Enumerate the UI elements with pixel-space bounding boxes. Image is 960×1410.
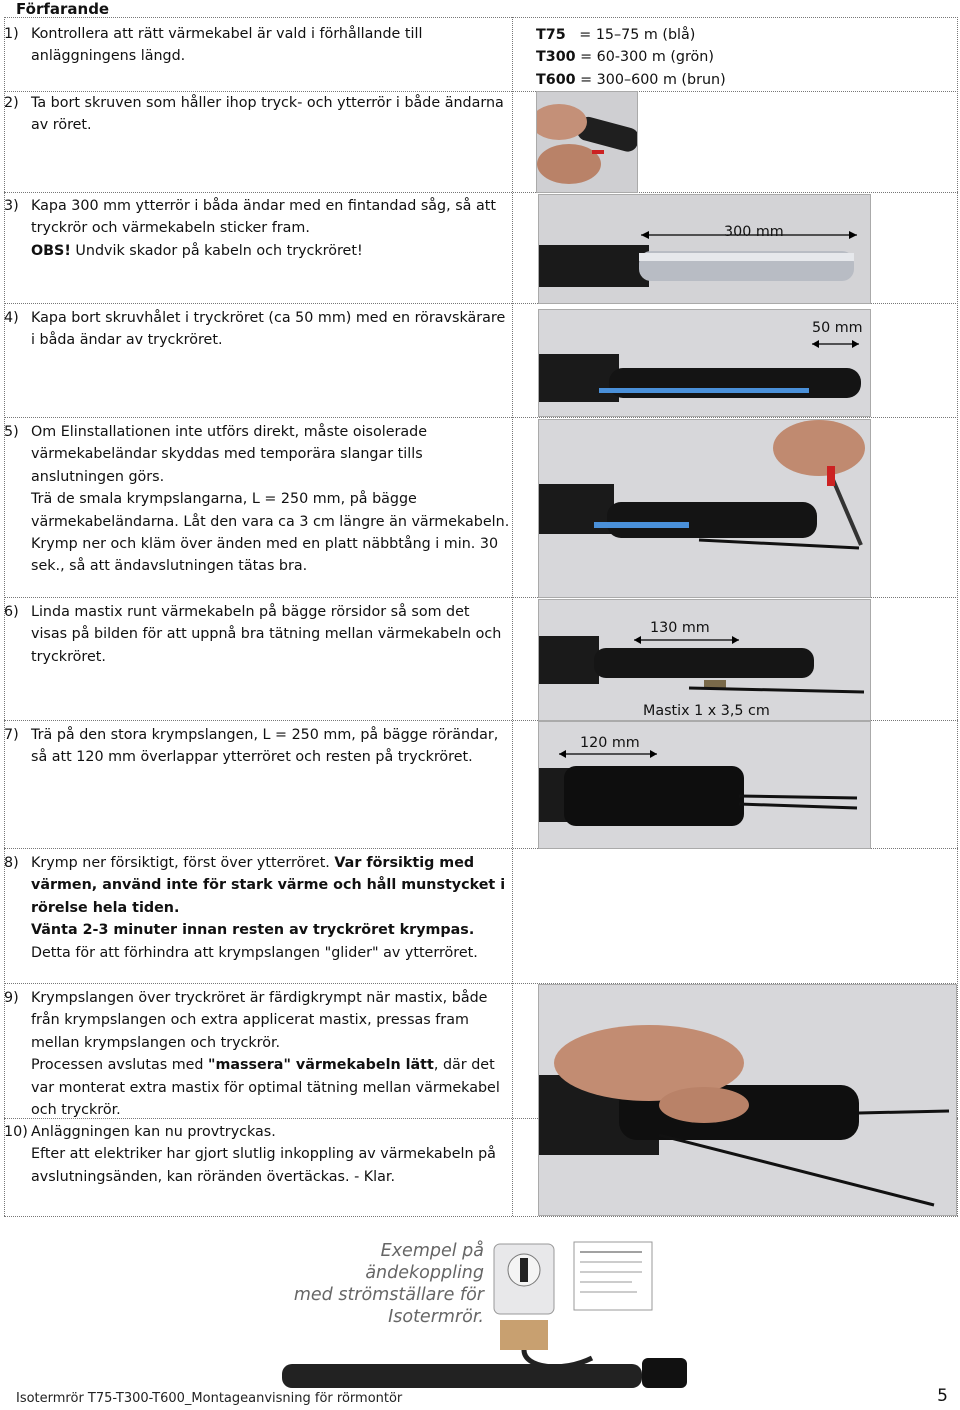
- step-warning: Vänta 2-3 minuter innan resten av tryckröret krympas.: [31, 922, 475, 939]
- step-5: [4, 421, 510, 578]
- step-3: [4, 195, 510, 262]
- row-divider: [4, 192, 958, 193]
- obs-text: Undvik skador på kabeln och tryckröret!: [70, 242, 363, 259]
- variant-list: [536, 24, 726, 91]
- annotation-130mm: 130 mm: [650, 620, 710, 636]
- variant-code: T600: [536, 71, 576, 88]
- variant-desc: = 300–600 m (brun): [580, 71, 726, 88]
- step-1: [4, 23, 510, 68]
- step-text: Trä på den stora krympslangen, L = 250 mm, på bägge rörändar, så att 120 mm överlappar ytterröret och resten på tryckröret.: [31, 727, 499, 766]
- step-text: , där det var monterat extra mastix för optimal tätning mellan värmekabel och tryckrör.: [31, 1057, 500, 1119]
- step-number: 5): [4, 424, 19, 440]
- step-text: Trä de smala krympslangarna, L = 250 mm, på bägge värmekabeländarna. Låt den vara ca 3 cm längre än värmekabeln.: [31, 491, 510, 530]
- step-number: 4): [4, 310, 19, 326]
- step-text: Krymp ner och kläm över änden med en platt näbbtång i min. 30 sek., så att ändavslutningen tätas bra.: [31, 536, 499, 575]
- variant-code: T300: [536, 49, 576, 66]
- example-caption: Exempel på ändekoppling med strömställare för Isotermrör.: [293, 1241, 484, 1327]
- obs-label: OBS!: [31, 242, 71, 259]
- step-text: Processen avslutas med: [31, 1057, 209, 1074]
- step-text: Detta för att förhindra att krympslangen "glider" av ytterröret.: [31, 944, 478, 961]
- step-number: 8): [4, 855, 19, 871]
- step-number: 9): [4, 990, 19, 1006]
- annotation-50mm: 50 mm: [812, 320, 863, 336]
- page-title: Förfarande: [16, 0, 110, 18]
- step-2: [4, 92, 510, 137]
- step-number: 2): [4, 95, 19, 111]
- photo-massage-cable: [538, 984, 957, 1216]
- step-number: 10): [4, 1124, 28, 1140]
- step-warning: Var försiktig med värmen, använd inte för stark värme och håll munstycket i rörelse hela tiden.: [31, 855, 506, 916]
- step-number: 6): [4, 604, 19, 620]
- step-text: Ta bort skruven som håller ihop tryck- och ytterrör i både ändarna av röret.: [31, 95, 504, 134]
- annotation-300mm: 300 mm: [724, 224, 784, 240]
- example-illustration: [262, 1238, 702, 1388]
- annotation-mastix: Mastix 1 x 3,5 cm: [643, 703, 770, 719]
- row-divider: [4, 417, 958, 418]
- step-text: Om Elinstallationen inte utförs direkt, måste oisolerade värmekabeländar skyddas med temporära slangar tills anslutningen görs.: [31, 424, 428, 485]
- step-text: Efter att elektriker har gjort slutlig inkoppling av värmekabeln på avslutningsänden, kan röränden övertäckas. - Klar.: [31, 1146, 496, 1185]
- step-text: Anläggningen kan nu provtryckas.: [31, 1124, 276, 1140]
- annotation-120mm: 120 mm: [580, 735, 640, 751]
- step-text: Krympslangen över tryckröret är färdigkrympt när mastix, både från krympslangen och extra applicerat mastix, pressas fram mellan krympslangen och tryckrör.: [31, 990, 488, 1051]
- step-number: 7): [4, 727, 19, 743]
- row-divider: [4, 1216, 958, 1217]
- step-8: [4, 852, 510, 964]
- step-6: [4, 601, 510, 668]
- footer-text: Isotermrör T75-T300-T600_Montageanvisning för rörmontör: [16, 1391, 403, 1406]
- step-7: [4, 724, 510, 769]
- step-number: 3): [4, 198, 19, 214]
- page-number: 5: [937, 1386, 948, 1406]
- variant-desc: = 60-300 m (grön): [580, 49, 714, 66]
- column-divider: [512, 17, 513, 1216]
- variant-desc: = 15–75 m (blå): [579, 27, 696, 43]
- photo-cut-outer-pipe: [538, 194, 871, 304]
- step-emphasis: "massera" värmekabeln lätt: [208, 1057, 434, 1074]
- step-number: 1): [4, 26, 19, 42]
- step-text: Krymp ner försiktigt, först över ytterröret.: [31, 855, 335, 871]
- step-9: [4, 987, 510, 1121]
- photo-shrink-small-sleeve: [538, 419, 871, 598]
- variant-code: T75: [536, 27, 566, 43]
- step-text: Kontrollera att rätt värmekabel är vald i förhållande till anläggningens längd.: [31, 26, 423, 65]
- photo-screw-removal: [536, 91, 638, 193]
- step-4: [4, 307, 510, 352]
- step-text: Kapa bort skruvhålet i tryckröret (ca 50 mm) med en röravskärare i båda ändar av tryckröret.: [31, 310, 506, 349]
- example-image: [262, 1238, 702, 1388]
- step-10: [4, 1121, 510, 1188]
- step-text: Linda mastix runt värmekabeln på bägge rörsidor så som det visas på bilden för att uppnå bra tätning mellan värmekabeln och tryckröret.: [31, 604, 502, 665]
- row-divider: [4, 17, 958, 18]
- table-border-right: [957, 17, 958, 1216]
- step-text: Kapa 300 mm ytterrör i båda ändar med en fintandad såg, så att tryckrör och värmekabeln sticker fram.: [31, 198, 496, 237]
